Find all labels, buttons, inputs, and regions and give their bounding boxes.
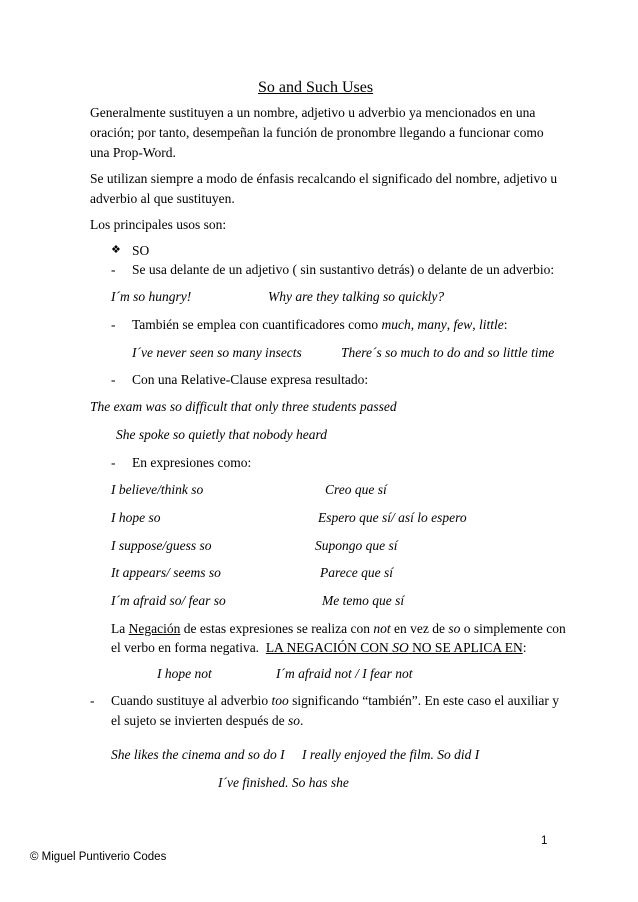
so-label: SO <box>132 243 150 258</box>
period: . <box>299 713 304 728</box>
intro-line-3: una Prop-Word. <box>90 145 176 160</box>
expression-es: Supongo que sí <box>315 538 398 553</box>
too-text: Cuando sustituye al adverbio <box>111 693 269 708</box>
separator: , <box>472 317 479 332</box>
rule-1-text: Se usa delante de un adjetivo ( sin sustantivo detrás) o delante de un adverbio: <box>132 262 555 277</box>
quantifier-few: few <box>453 317 473 332</box>
example-1b: Why are they talking so quickly? <box>268 289 445 304</box>
expression-en: I hope so <box>111 510 161 525</box>
too-example-a: She likes the cinema and so do I <box>111 747 285 762</box>
example-3a: The exam was so difficult that only three students passed <box>90 399 397 414</box>
too-example-b: I really enjoyed the film. So did I <box>302 747 480 762</box>
emphasis-line-1: Se utilizan siempre a modo de énfasis recalcando el significado del nombre, adjetivo u <box>90 171 558 186</box>
rule-2-prefix: También se emplea con cuantificadores como <box>132 317 379 332</box>
too-line-2 <box>111 714 303 728</box>
negation-example-b: I´m afraid not / I fear not <box>276 666 413 681</box>
expression-en: I suppose/guess so <box>111 538 212 553</box>
colon: : <box>503 317 508 332</box>
too-example-c: I´ve finished. So has she <box>218 775 349 790</box>
dash-marker: - <box>111 455 116 470</box>
expression-es: Espero que sí/ así lo espero <box>318 510 467 525</box>
example-2b: There´s so much to do and so little time <box>341 345 555 360</box>
expression-en: I believe/think so <box>111 482 204 497</box>
negation-text: de estas expresiones se realiza con <box>183 621 371 636</box>
negation-line-2 <box>111 641 526 655</box>
quantifier-many: many <box>417 317 447 332</box>
dash-marker: - <box>111 262 116 277</box>
rule-3-text: Con una Relative-Clause expresa resultado: <box>132 372 369 387</box>
diamond-bullet-icon: ❖ <box>111 244 121 256</box>
negation-line-1 <box>111 622 566 636</box>
quantifier-much: much <box>381 317 411 332</box>
negation-text: en vez de <box>394 621 446 636</box>
negation-keyword: Negación <box>128 621 181 636</box>
expression-en: I´m afraid so/ fear so <box>111 593 226 608</box>
not-word: not <box>373 621 391 636</box>
separator: , <box>446 317 454 332</box>
negation-warning-part: LA NEGACIÓN CON <box>265 640 389 655</box>
quantifier-little: little <box>478 317 504 332</box>
so-word: so <box>448 621 461 636</box>
negation-text: o simplemente con <box>463 621 566 636</box>
dash-marker: - <box>111 372 116 387</box>
example-1a: I´m so hungry! <box>111 289 192 304</box>
negation-warning <box>266 640 523 655</box>
intro-line-1: Generalmente sustituyen a un nombre, adjetivo u adverbio ya mencionados en una <box>90 105 536 120</box>
example-2a: I´ve never seen so many insects <box>132 345 302 360</box>
expression-en: It appears/ seems so <box>111 565 221 580</box>
too-text: el sujeto se invierten después de <box>111 713 285 728</box>
uses-heading: Los principales usos son: <box>90 217 227 232</box>
rule-2-text <box>132 318 507 332</box>
dash-marker: - <box>111 317 116 332</box>
colon: : <box>522 640 527 655</box>
page-title: So and Such Uses <box>258 79 374 96</box>
negation-article: La <box>111 621 126 636</box>
example-3b: She spoke so quietly that nobody heard <box>116 427 327 442</box>
negation-example-a: I hope not <box>157 666 212 681</box>
negation-warning-part: NO SE APLICA EN <box>412 640 523 655</box>
negation-text: el verbo en forma negativa. <box>111 640 260 655</box>
so-word: so <box>287 713 300 728</box>
negation-warning-so: SO <box>392 640 409 655</box>
dash-marker: - <box>90 693 95 708</box>
rule-4-text: En expresiones como: <box>132 455 252 470</box>
expression-es: Parece que sí <box>320 565 393 580</box>
emphasis-line-2: adverbio al que sustituyen. <box>90 191 235 206</box>
intro-line-2: oración; por tanto, desempeñan la función de pronombre llegando a funcionar como <box>90 125 544 140</box>
separator: , <box>410 317 418 332</box>
expression-es: Me temo que sí <box>322 593 405 608</box>
expression-es: Creo que sí <box>325 482 387 497</box>
too-line-1 <box>111 694 559 708</box>
too-word: too <box>271 693 289 708</box>
page-number: 1 <box>541 835 548 847</box>
footer-copyright: © Miguel Puntiverio Codes <box>30 851 167 863</box>
too-text: significando “también”. En este caso el auxiliar y <box>292 693 560 708</box>
